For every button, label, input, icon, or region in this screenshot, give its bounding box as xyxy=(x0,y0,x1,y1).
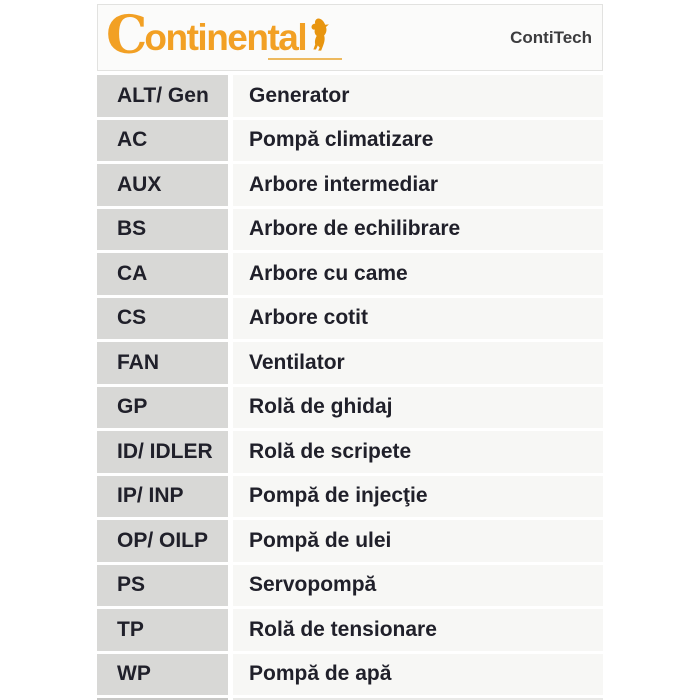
table-row xyxy=(97,654,603,696)
abbr-cell: AC xyxy=(97,120,228,162)
abbr-cell: CA xyxy=(97,253,228,295)
abbr-cell: IP/ INP xyxy=(97,476,228,518)
abbr-cell: TP xyxy=(97,609,228,651)
continental-logo-initial: C xyxy=(106,4,144,66)
legend-table xyxy=(97,75,603,695)
desc-cell: Arbore intermediar xyxy=(233,164,603,206)
desc-cell: Pompă de ulei xyxy=(233,520,603,562)
brand-header xyxy=(97,4,603,71)
continental-logo xyxy=(106,4,338,66)
table-row xyxy=(97,565,603,607)
logo-underline xyxy=(268,58,342,60)
table-row xyxy=(97,476,603,518)
continental-logo-text: ontinental xyxy=(144,17,307,58)
desc-cell: Arbore cu came xyxy=(233,253,603,295)
desc-cell: Ventilator xyxy=(233,342,603,384)
abbr-cell: PS xyxy=(97,565,228,607)
abbr-cell: CS xyxy=(97,298,228,340)
table-row xyxy=(97,164,603,206)
table-row xyxy=(97,253,603,295)
abbr-cell: FAN xyxy=(97,342,228,384)
abbr-cell: AUX xyxy=(97,164,228,206)
desc-cell: Pompă climatizare xyxy=(233,120,603,162)
desc-cell: Rolă de ghidaj xyxy=(233,387,603,429)
legend-table-wrap xyxy=(97,75,603,700)
desc-cell: Arbore cotit xyxy=(233,298,603,340)
abbr-cell: ALT/ Gen xyxy=(97,75,228,117)
table-row xyxy=(97,120,603,162)
table-row xyxy=(97,209,603,251)
abbr-cell: ID/ IDLER xyxy=(97,431,228,473)
desc-cell: Pompă de apă xyxy=(233,654,603,696)
abbr-cell: GP xyxy=(97,387,228,429)
abbr-cell: OP/ OILP xyxy=(97,520,228,562)
table-row xyxy=(97,431,603,473)
abbr-cell: BS xyxy=(97,209,228,251)
table-row xyxy=(97,609,603,651)
table-row xyxy=(97,342,603,384)
desc-cell: Servopompă xyxy=(233,565,603,607)
desc-cell: Rolă de tensionare xyxy=(233,609,603,651)
horse-icon xyxy=(308,17,338,51)
desc-cell: Rolă de scripete xyxy=(233,431,603,473)
table-row xyxy=(97,75,603,117)
table-row xyxy=(97,520,603,562)
desc-cell: Generator xyxy=(233,75,603,117)
desc-cell: Pompă de injecţie xyxy=(233,476,603,518)
table-row xyxy=(97,387,603,429)
table-row xyxy=(97,298,603,340)
contitech-wordmark: ContiTech xyxy=(510,27,592,47)
abbr-cell: WP xyxy=(97,654,228,696)
desc-cell: Arbore de echilibrare xyxy=(233,209,603,251)
